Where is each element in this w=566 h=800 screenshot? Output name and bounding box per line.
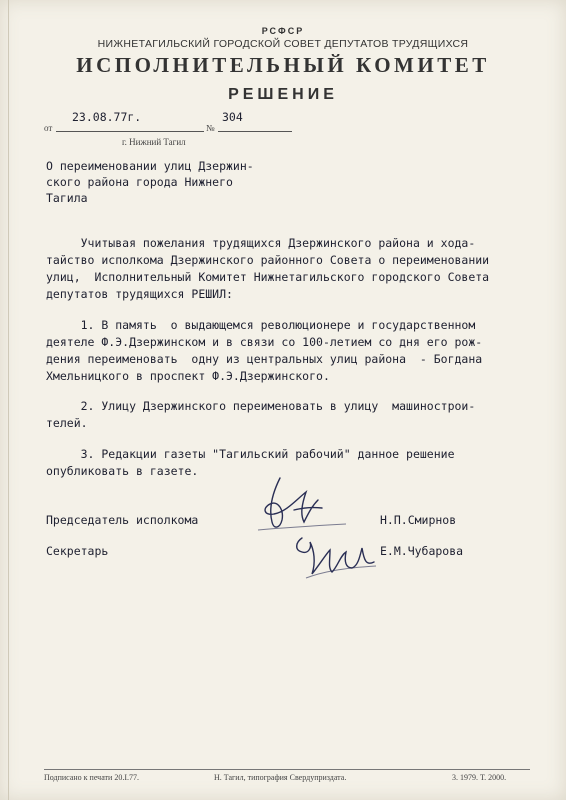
page-edge-line (8, 0, 9, 800)
footer-order: 3. 1979. Т. 2000. (452, 773, 507, 782)
item-line: 3. Редакции газеты "Тагильский рабочий" данное решение (46, 447, 455, 461)
decision-number: 304 (222, 110, 243, 124)
item-2 (46, 398, 475, 432)
preamble-line: депутатов трудящихся РЕШИЛ: (46, 287, 233, 301)
subject-line: О переименовании улиц Дзержин- (46, 159, 254, 173)
preamble-line: Учитывая пожелания трудящихся Дзержинского района и хода- (46, 236, 476, 250)
number-label: № (206, 123, 215, 133)
footer-rule (44, 769, 530, 770)
item-line: 2. Улицу Дзержинского переименовать в улицу машинострои- (46, 399, 476, 413)
decision-date: 23.08.77г. (72, 110, 142, 124)
preamble-line: улиц, Исполнительный Комитет Нижнетагильского городского Совета (46, 270, 490, 284)
item-line: телей. (46, 416, 88, 430)
subject-line: ского района города Нижнего (46, 175, 233, 189)
city: г. Нижний Тагил (122, 137, 186, 147)
chairman-role: Председатель исполкома (46, 513, 199, 527)
item-line: Хмельницкого в проспект Ф.Э.Дзержинского. (46, 369, 330, 383)
subject-block (46, 158, 254, 206)
header-committee: ИСПОЛНИТЕЛЬНЫЙ КОМИТЕТ (76, 53, 490, 77)
footer-printer: Н. Тагил, типография Свердуприздата. (214, 773, 347, 782)
footer-print-date: Подписано к печати 20.I.77. (44, 773, 139, 782)
item-line: дения переименовать одну из центральных улиц района - Богдана (46, 352, 483, 366)
item-line: опубликовать в газете. (46, 464, 199, 478)
secretary-role: Секретарь (46, 544, 109, 558)
secretary-name: Е.М.Чубарова (380, 544, 464, 558)
subject-line: Тагила (46, 191, 88, 205)
header-council: НИЖНЕТАГИЛЬСКИЙ ГОРОДСКОЙ СОВЕТ ДЕПУТАТОВ ТРУДЯЩИХСЯ (97, 38, 469, 50)
header-decision: РЕШЕНИЕ (228, 86, 338, 103)
secretary-signature (286, 528, 396, 588)
preamble-line: тайство исполкома Дзержинского районного Совета о переименовании (46, 253, 490, 267)
chairman-name: Н.П.Смирнов (380, 513, 457, 527)
from-label: от (44, 123, 53, 133)
number-underline (218, 131, 292, 132)
item-1 (46, 317, 482, 385)
header-rsfsr: РСФСР (261, 26, 305, 36)
item-line: деятеле Ф.Э.Дзержинском и в связи со 100-летием со дня его рож- (46, 335, 483, 349)
preamble-block (46, 235, 489, 303)
item-line: 1. В память о выдающемся революционере и государственном (46, 318, 476, 332)
date-underline (56, 131, 204, 132)
